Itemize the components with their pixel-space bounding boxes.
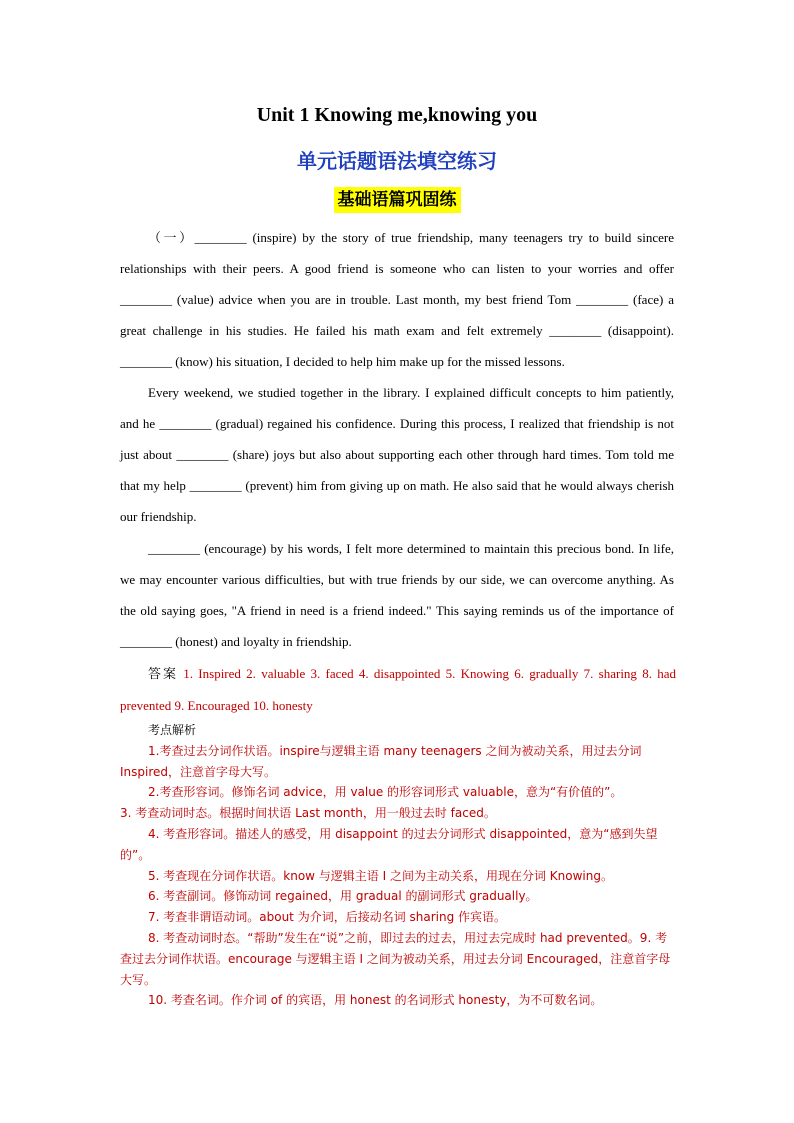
section-badge-wrap	[0, 187, 794, 213]
analysis-item: 10. 考查名词。作介词 of 的宾语，用 honest 的名词形式 honesty，为不可数名词。	[148, 993, 603, 1008]
answer-text: 1. Inspired 2. valuable 3. faced 4. disappointed 5. Knowing 6. gradually 7. sharing 8. had prevented 9. Encouraged 10. honesty	[120, 666, 676, 713]
answer-label: 答案	[148, 666, 179, 681]
answer-key	[120, 658, 676, 721]
section-badge: 基础语篇巩固练	[334, 187, 461, 213]
analysis-section	[120, 720, 676, 1011]
page-title: Unit 1 Knowing me,knowing you	[256, 104, 538, 126]
passage-paragraph-1: （一）________ (inspire) by the story of true friendship, many teenagers try to build sincere relationships with their peers. A good friend is someone who can listen to your worries and offer ________ (value) advice when you are in trouble. Last month, my best friend Tom ________ (face) a great challenge in his studies. He failed his math exam and felt extremely ________ (disappoint). ________ (know) his situation, I decided to help him make up for the missed lessons.	[120, 230, 674, 370]
analysis-item: 3. 考查动词时态。根据时间状语 Last month，用一般过去时 faced。	[120, 806, 496, 821]
analysis-item: 7. 考查非谓语动词。about 为介词，后接动名词 sharing 作宾语。	[148, 910, 507, 925]
passage-paragraph-3: ________ (encourage) by his words, I felt more determined to maintain this precious bond. In life, we may encounter various difficulties, but with true friends by our side, we can overcome anything. As the old saying goes, "A friend in need is a friend indeed." This saying reminds us of the importance of ________ (honest) and loyalty in friendship.	[120, 541, 674, 650]
analysis-item: 5. 考查现在分词作状语。know 与逻辑主语 I 之间为主动关系，用现在分词 Knowing。	[148, 868, 613, 883]
analysis-item: 1.考查过去分词作状语。inspire与逻辑主语 many teenagers 之间为被动关系，用过去分词 Inspired，注意首字母大写。	[120, 743, 642, 779]
analysis-item: 8. 考查动词时态。“帮助”发生在“说”之前，即过去的过去，用过去完成时 had prevented。9. 考查过去分词作状语。encourage 与逻辑主语 I 之间为被动关系，用过去分词 Encouraged，注意首字母大写。	[120, 930, 671, 987]
analysis-heading: 考点解析	[148, 723, 197, 737]
analysis-item: 6. 考查副词。修饰动词 regained，用 gradual 的副词形式 gradually。	[148, 889, 538, 904]
page-subtitle: 单元话题语法填空练习	[297, 151, 497, 173]
analysis-item: 2.考查形容词。修饰名词 advice，用 value 的形容词形式 valuable，意为“有价值的”。	[148, 785, 623, 800]
analysis-item: 4. 考查形容词。描述人的感受，用 disappoint 的过去分词形式 disappointed，意为“感到失望的”。	[120, 826, 658, 862]
passage-paragraph-2: Every weekend, we studied together in the library. I explained difficult concepts to him patiently, and he ________ (gradual) regained his confidence. During this process, I realized that friendship is not just about ________ (share) joys but also about supporting each other through hard times. Tom told me that my help ________ (prevent) him from giving up on math. He also said that he would always cherish our friendship.	[120, 385, 674, 525]
